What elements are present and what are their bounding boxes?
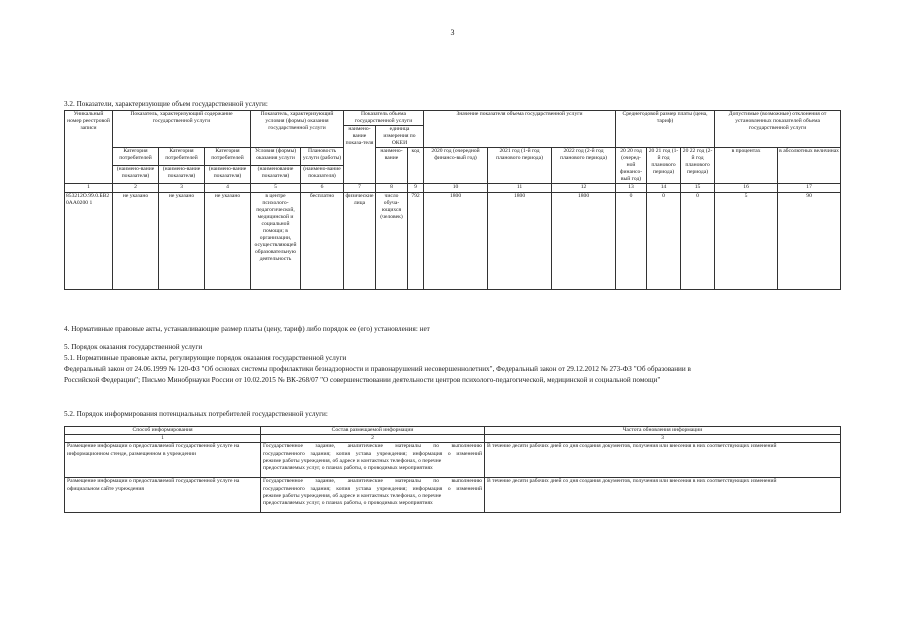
cell-frequency: В течение десяти рабочих дней со дня создания документов, получения или внесения в них соответствующих изменений [485,443,841,478]
legal-acts-line-2: Российской Федерации"; Письмо Минобрнауки России от 10.02.2015 № ВК-268/07 "О совершенствовании деятельности центров психолого-педагогической, медицинской и социальной помощи" [64,376,661,384]
cell-method: Размещение информации о предоставляемой государственной услуге на информационном стенде, размещенном в учреждении [65,443,261,478]
header-unit-code: код [408,148,424,184]
cell-deviation-percent: 5 [715,193,778,290]
content-line: предоставляемых услуг, о планах работы, о проводимых мероприятиях [263,500,433,507]
cell-value-2021: 1800 [488,193,552,290]
content-line: предоставляемых услуг, о планах работы, о проводимых мероприятиях [263,465,433,472]
header-category-2: Категория потребителей [159,148,205,166]
header-category-3: Категория потребителей [205,148,251,166]
header-unit: единица измерения по ОКЕИ [376,126,424,148]
header-deviations: Допустимые (возможные) отклонения от установленных показателей объема государственной услуги [715,111,841,148]
cell-deviation-absolute: 90 [778,193,841,290]
header-naming-3: (наимено-вание показателя) [205,166,251,184]
cell-content [261,478,485,513]
content-line: Государственное задание, аналитические материалы по выполнению [263,478,482,485]
cell-unit-code: 792 [408,193,424,290]
header-unit-name: наимено-вание [376,148,408,184]
column-numbers-row [65,184,841,193]
header-conditions: Условия (формы) оказания услуги [251,148,301,166]
cell-fee-2022: 0 [681,193,715,290]
cell-method: Размещение информации о предоставляемой государственной услуге на официальном сайте учреждения [65,478,261,513]
volume-indicators-table [64,110,841,290]
cell-fee-2021: 0 [647,193,681,290]
column-number: 2 [113,184,159,193]
column-number: 16 [715,184,778,193]
cell-fee-2020: 0 [616,193,647,290]
header-content: Состав размещаемой информации [261,427,485,435]
cell-unit-name: число обуча-ющихся (человек) [376,193,408,290]
section-3-2-title: 3.2. Показатели, характеризующие объем государственной услуги: [64,100,268,108]
column-number: 11 [488,184,552,193]
cell-category-2: не указано [159,193,205,290]
cell-category-1: не указано [113,193,159,290]
informing-table [64,426,841,513]
column-number: 17 [778,184,841,193]
column-number: 15 [681,184,715,193]
header-naming-4: (наименование показателя) [251,166,301,184]
column-number: 3 [159,184,205,193]
table-row [65,478,841,513]
header-in-percent: в процентах [715,148,778,184]
header-naming-2: (наимено-вание показателя) [159,166,205,184]
content-line: государственного задания; копия устава учреждения; информация о изменений [263,485,482,492]
header-fee-2021: 20 21 год (1-й год планового периода) [647,148,681,184]
column-number: 7 [344,184,376,193]
header-volume-value: Значение показателя объема государственной услуги [424,111,616,148]
header-fee-2022: 20 22 год (2-й год планового периода) [681,148,715,184]
header-conditions-indicator: Показатель, характеризующий условия (формы) оказания государственной услуги [251,111,344,148]
table-row [65,193,841,290]
column-number: 6 [301,184,344,193]
section-5-title: 5. Порядок оказания государственной услуги [64,343,203,351]
header-naming-5: (наимено-вание показателя) [301,166,344,184]
header-year-2022: 2022 год (2-й год планового периода) [552,148,616,184]
cell-category-3: не указано [205,193,251,290]
column-number: 14 [647,184,681,193]
content-line: режиме работы учреждения, об адресе и контактных телефонах, о перечне [263,492,442,499]
column-number: 3 [485,435,841,443]
column-number: 4 [205,184,251,193]
column-number: 12 [552,184,616,193]
cell-value-2020: 1800 [424,193,488,290]
header-fee-2020: 20 20 год (очеред-ной финансо-вый год) [616,148,647,184]
cell-conditions: в центре психолого-педагогической, медицинской и социальной помощи; в организации, осуществляющей образовательную деятельность [251,193,301,290]
cell-periodicity: бесплатно [301,193,344,290]
section-4-text: 4. Нормативные правовые акты, устанавливающие размер платы (цену, тариф) либо порядок ее (его) установления: нет [64,325,430,333]
header-in-absolute: в абсолютных величинах [778,148,841,184]
column-number: 1 [65,184,113,193]
column-number: 8 [376,184,408,193]
content-line: государственного задания; копия устава учреждения; информация о изменений [263,450,482,457]
header-year-2020: 2020 год (очередной финансо-вый год) [424,148,488,184]
header-periodicity: Плановость услуги (работы) [301,148,344,166]
column-number: 13 [616,184,647,193]
header-volume-indicator: Показатель объема государственной услуги [344,111,424,126]
cell-content [261,443,485,478]
cell-indicator: физические лица [344,193,376,290]
table-row [65,443,841,478]
header-indicator-name: наимено-вание показа-теля [344,126,376,184]
cell-frequency: В течение десяти рабочих дней со дня создания документов, получения или внесения в них соответствующих изменений [485,478,841,513]
header-unique-number: Уникальный номер реестровой записи [65,111,113,184]
header-method: Способ информирования [65,427,261,435]
header-naming-1: (наимено-вание показателя) [113,166,159,184]
content-line: Государственное задание, аналитические материалы по выполнению [263,443,482,450]
header-category-1: Категория потребителей [113,148,159,166]
column-number: 2 [261,435,485,443]
cell-value-2022: 1800 [552,193,616,290]
cell-unique-number: 853212О.99.0.БВ20АА0200 1 [65,193,113,290]
section-5-1-title: 5.1. Нормативные правовые акты, регулирующие порядок оказания государственной услуги [64,354,347,362]
section-5-2-title: 5.2. Порядок информирования потенциальных потребителей государственной услуги: [64,410,328,418]
column-number: 5 [251,184,301,193]
legal-acts-line-1: Федеральный закон от 24.06.1999 № 120-ФЗ "Об основах системы профилактики безнадзорности и правонарушений несовершеннолетних", Федеральный закон от 29.12.2012 № 273-ФЗ "Об образовании в [64,365,691,373]
header-frequency: Частота обновления информации [485,427,841,435]
header-content-indicator: Показатель, характеризующий содержание государственной услуги [113,111,251,148]
page-number: 3 [450,28,455,37]
column-number: 1 [65,435,261,443]
column-number: 10 [424,184,488,193]
column-number: 9 [408,184,424,193]
content-line: режиме работы учреждения, об адресе и контактных телефонах, о перечне [263,457,442,464]
header-avg-fee: Среднегодовой размер платы (цена, тариф) [616,111,715,148]
header-year-2021: 2021 год (1-й год планового периода) [488,148,552,184]
